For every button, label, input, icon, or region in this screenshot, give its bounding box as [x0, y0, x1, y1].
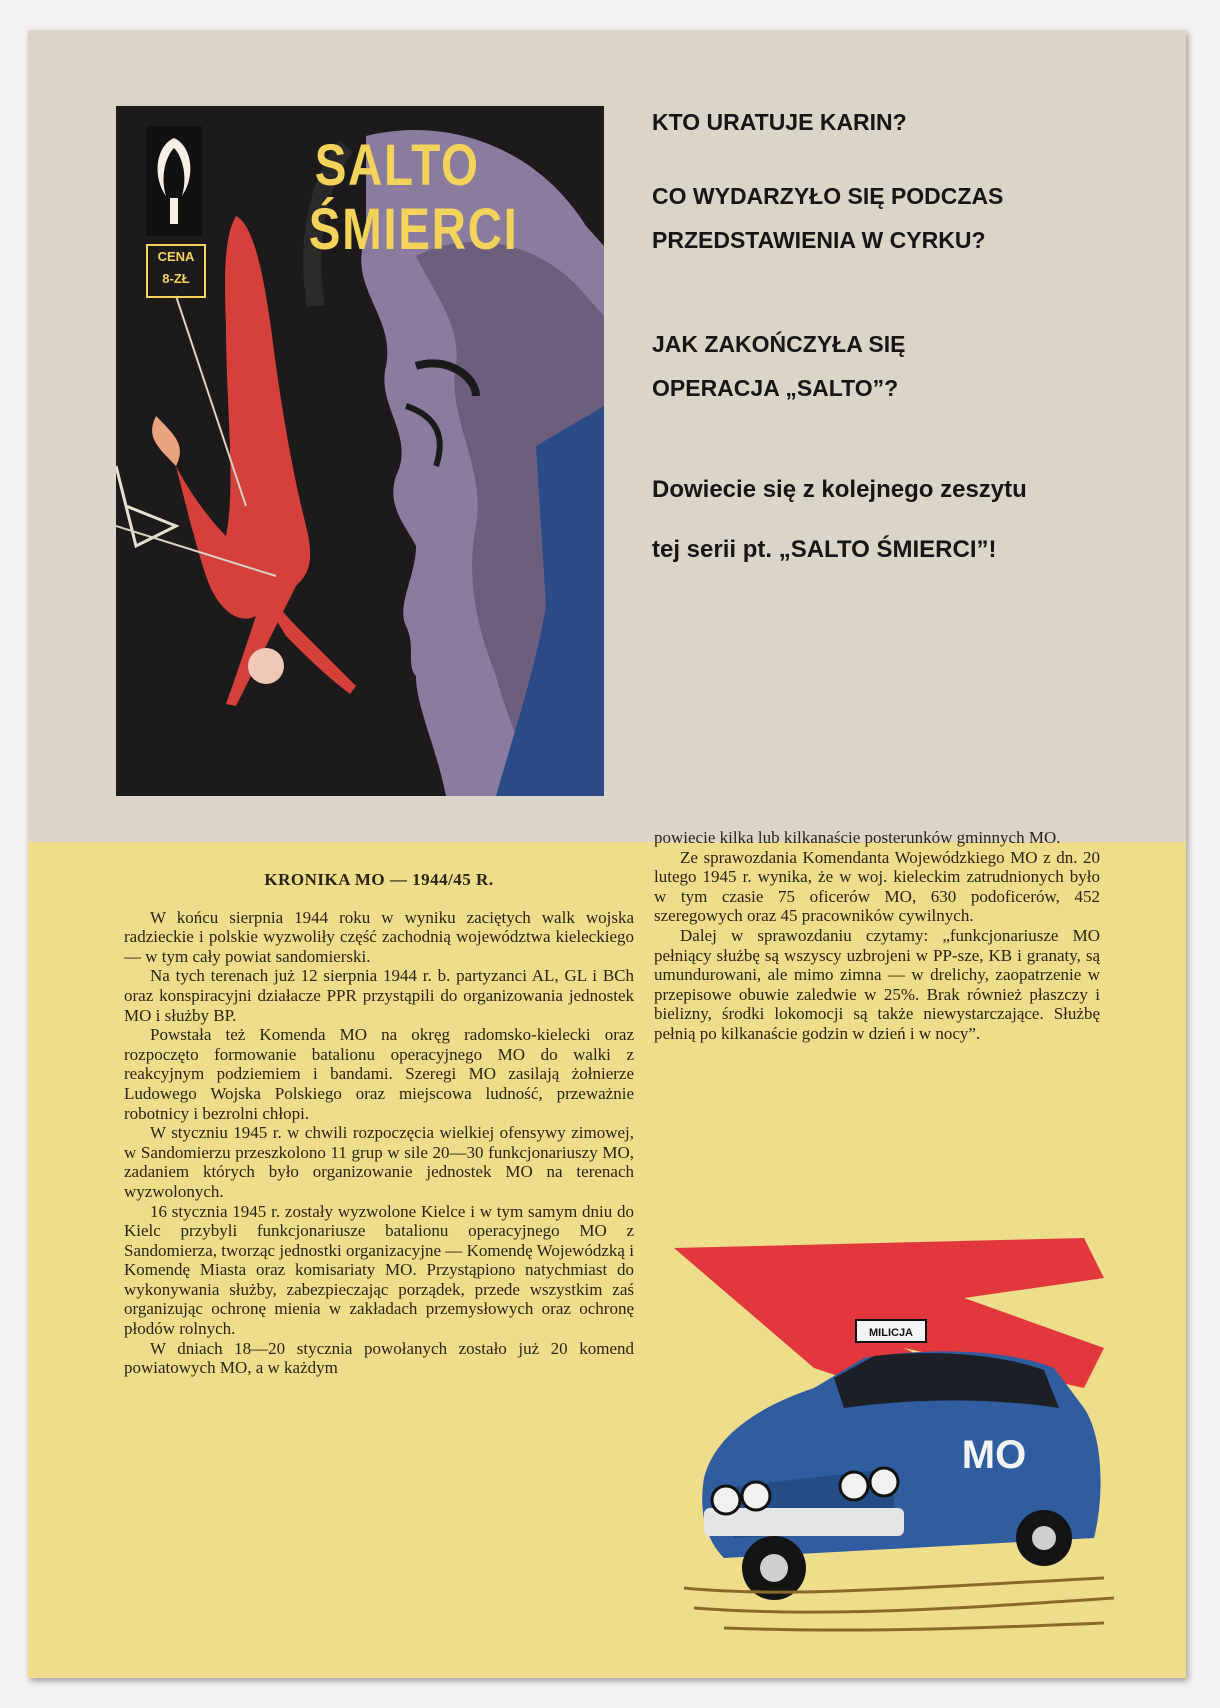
roof-sign-text: MILICJA: [869, 1327, 913, 1339]
kronika-continuation: powiecie kilka lub kilkanaście posterunków gminnych MO.: [654, 828, 1061, 847]
price-badge: [146, 244, 206, 298]
promo-closing-line2: tej serii pt. „SALTO ŚMIERCI”!: [652, 536, 997, 563]
kronika-right-column: [654, 828, 1100, 1044]
police-car-artwork: [664, 1238, 1124, 1638]
promo-question-3-line1: JAK ZAKOŃCZYŁA SIĘ: [652, 331, 906, 357]
price-label: CENA: [157, 249, 195, 264]
police-car-illustration: [664, 1238, 1124, 1643]
kronika-paragraph: Dalej w sprawozdaniu czytamy: „funkcjonariusze MO pełniący służbę są wszyscy uzbrojeni w PP-sze, KB i granaty, są umundurowani, ale mimo zimna — w drelichy, zaopatrzenie w przepisowe obuwie zaledwie w 25%. Brak również płaszczy i bielizny, środki lokomocji są także niewystarczające. Służbę pełnią po kilkanaście godzin w dzień i w nocy”.: [654, 925, 1100, 1043]
comic-cover-thumbnail: [116, 106, 604, 796]
promo-question-2-line1: CO WYDARZYŁO SIĘ PODCZAS: [652, 183, 1004, 209]
promo-question-1: KTO URATUJE KARIN?: [652, 109, 907, 135]
promo-question-2-line2: PRZEDSTAWIENIA W CYRKU?: [652, 227, 986, 253]
kronika-paragraph: W końcu sierpnia 1944 roku w wyniku zaciętych walk wojska radzieckie i polskie wyzwoliły część zachodnią województwa kieleckiego — w tym cały powiat sandomierski.: [124, 907, 634, 966]
kronika-paragraph: Powstała też Komenda MO na okręg radomsko-kielecki oraz rozpoczęto formowanie batalionu operacyjnego MO do walki z reakcyjnym podziemiem i bandami. Szeregi MO zasilają żołnierze Ludowego Wojska Polskiego oraz miejscowa ludność, przeważnie robotnicy i bezrolni chłopi.: [124, 1025, 634, 1123]
kronika-paragraph: Ze sprawozdania Komendanta Wojewódzkiego MO z dn. 20 lutego 1945 r. wynika, że w woj. kieleckim zatrudnionych było w tym czasie 75 oficerów MO, 630 podoficerów, 452 szeregowych oraz 45 pracowników cywilnych.: [654, 847, 1100, 926]
cover-title-line2: ŚMIERCI: [308, 197, 519, 262]
kronika-section: [28, 828, 1186, 1678]
car-door-letters: MO: [961, 1433, 1027, 1477]
kronika-left-column: [124, 870, 634, 1378]
kronika-paragraph: Na tych terenach już 12 sierpnia 1944 r. b. partyzanci AL, GL i BCh oraz konspiracyjni działacze PPR przystąpili do organizowania jednostek MO i służby BP.: [124, 966, 634, 1025]
cover-title: [266, 134, 528, 262]
promo-closing-line1: Dowiecie się z kolejnego zeszytu: [652, 476, 1027, 503]
promo-question-3-line2: OPERACJA „SALTO”?: [652, 375, 899, 401]
promo-section: [28, 30, 1186, 842]
price-value: 8-ZŁ: [162, 271, 190, 286]
back-cover-page: [28, 30, 1186, 1678]
promo-text: [652, 100, 1172, 580]
kronika-paragraph: W dniach 18—20 stycznia powołanych zostało już 20 komend powiatowych MO, a w każdym: [124, 1338, 634, 1378]
kronika-title: KRONIKA MO — 1944/45 R.: [264, 870, 494, 889]
kronika-paragraph: W styczniu 1945 r. w chwili rozpoczęcia wielkiej ofensywy zimowej, w Sandomierzu przeszkolono 11 grup w sile 20—30 funkcjonariuszy MO, zadaniem których było organizowanie jednostek MO na terenach wyzwolonych.: [124, 1123, 634, 1201]
cover-title-line1: SALTO: [314, 133, 480, 198]
kronika-paragraph: 16 stycznia 1945 r. zostały wyzwolone Kielce i w tym samym dniu do Kielc przybyli funkcjonariusze batalionu operacyjnego MO z Sandomierza, tworząc jednostki organizacyjne — Komendę Wojewódzką i Komendę Miasta oraz komisariaty MO. Przystąpiono natychmiast do wykonywania służby, zabezpieczając porządek, przede wszystkim zaś organizując ochronę mienia w zakładach przemysłowych oraz ochronę płodów rolnych.: [124, 1201, 634, 1339]
